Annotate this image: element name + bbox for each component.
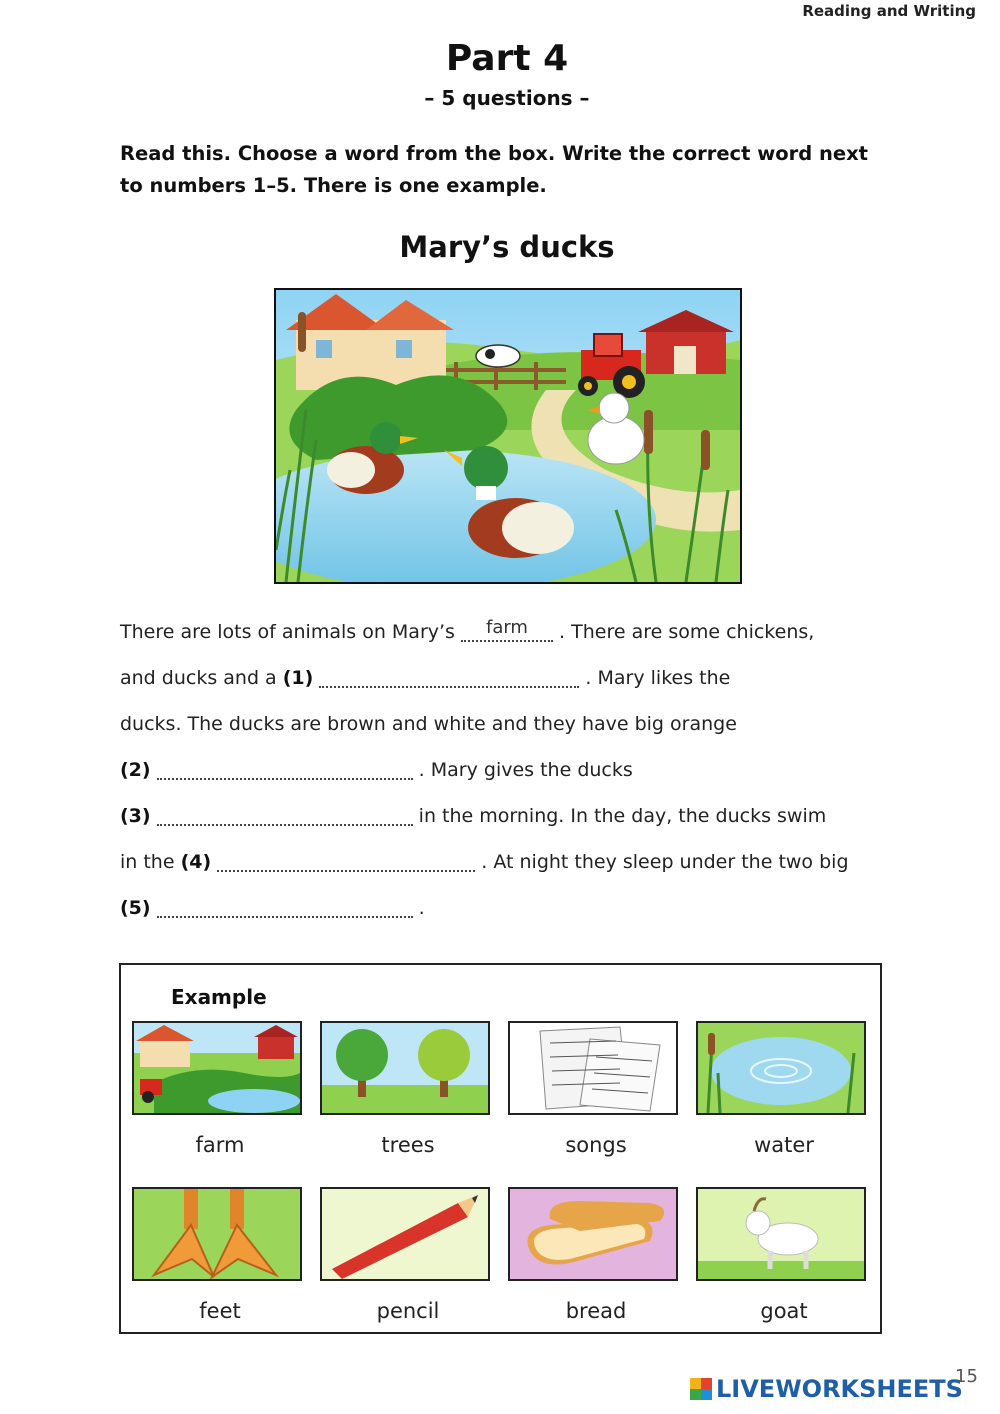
story-line-1: There are lots of animals on Mary’s farm . There are some chickens, [120, 617, 815, 643]
word-box [119, 963, 882, 1334]
story-line-5: (3) in the morning. In the day, the ducks swim [120, 805, 827, 827]
answer-blank-3[interactable] [157, 804, 413, 826]
brand-name: LIVEWORKSHEETS [716, 1375, 963, 1403]
example-label: Example [171, 985, 267, 1009]
story-line-2: and ducks and a (1) . Mary likes the [120, 667, 731, 689]
question-number-4: (4) [180, 851, 212, 873]
story-line-4: (2) . Mary gives the ducks [120, 759, 633, 781]
word-goat: goat [760, 1299, 808, 1323]
question-number-2: (2) [120, 759, 151, 781]
tile-feet-picture [132, 1187, 302, 1281]
example-answer-blank [461, 617, 553, 642]
example-answer: farm [485, 617, 528, 638]
page-number: 15 [955, 1366, 978, 1387]
section-label: Reading and Writing [802, 2, 976, 20]
answer-blank-4[interactable] [217, 850, 475, 872]
part-title: Part 4 [445, 38, 569, 79]
question-count: – 5 questions – [424, 86, 590, 110]
tile-goat-picture [696, 1187, 866, 1281]
answer-blank-2[interactable] [157, 758, 413, 780]
word-songs: songs [565, 1133, 627, 1157]
tile-pencil-picture [320, 1187, 490, 1281]
story-title: Mary’s ducks [399, 230, 615, 264]
word-feet: feet [199, 1299, 241, 1323]
answer-blank-5[interactable] [157, 896, 413, 918]
question-number-3: (3) [120, 805, 151, 827]
tile-bread-picture [508, 1187, 678, 1281]
story-line-7: (5) . [120, 897, 425, 919]
word-water: water [754, 1133, 814, 1157]
instructions: Read this. Choose a word from the box. Write the correct word next to numbers 1–5. There is one example. [120, 142, 869, 197]
tile-trees-picture [320, 1021, 490, 1115]
story-line-6: in the (4) . At night they sleep under the two big [120, 851, 849, 873]
word-pencil: pencil [376, 1299, 440, 1323]
question-number-1: (1) [282, 667, 314, 689]
question-number-5: (5) [120, 897, 151, 919]
word-bread: bread [565, 1299, 627, 1323]
tile-water-picture [696, 1021, 866, 1115]
word-trees: trees [381, 1133, 435, 1157]
tile-songs-picture [508, 1021, 678, 1115]
liveworksheets-logo [690, 1374, 963, 1404]
story-line-3: ducks. The ducks are brown and white and they have big orange [120, 713, 737, 735]
answer-blank-1[interactable] [319, 666, 579, 688]
word-farm: farm [195, 1133, 245, 1157]
liveworksheets-logo-icon [690, 1378, 712, 1400]
farm-ducks-illustration [274, 288, 742, 584]
tile-farm-picture [132, 1021, 302, 1115]
